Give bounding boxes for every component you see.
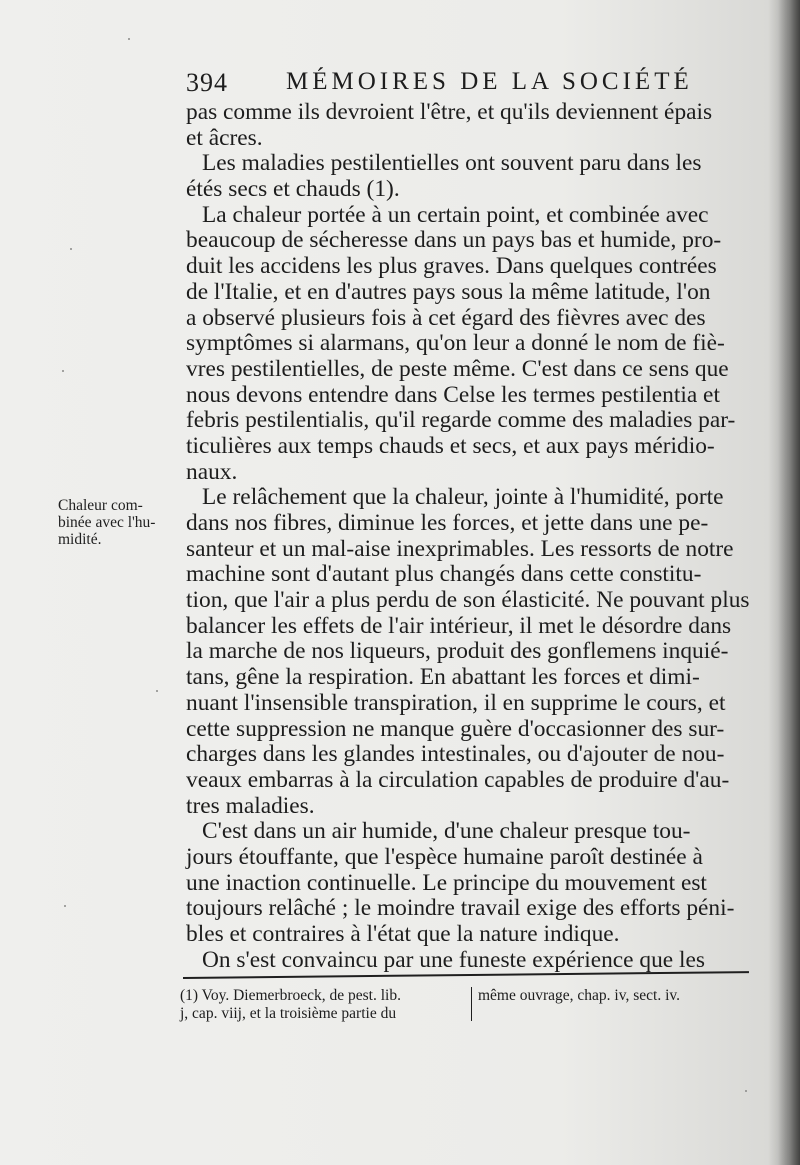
text-line: C'est dans un air humide, d'une chaleur presque tou-: [202, 818, 691, 845]
text-line: nous devons entendre dans Celse les termes pestilentia et: [186, 381, 720, 408]
text-line: dans nos fibres, diminue les forces, et jette dans une pe-: [186, 510, 709, 536]
margin-note-line: Chaleur com-: [58, 497, 143, 514]
footnote-line: même ouvrage, chap. iv, sect. iv.: [478, 987, 680, 1004]
page-edge-shadow: [778, 0, 800, 1165]
text-line: machine sont d'autant plus changés dans cette constitu-: [186, 561, 702, 588]
text-line: tion, que l'air a plus perdu de son élasticité. Ne pouvant plus: [186, 587, 750, 614]
footnote-right-column: [471, 987, 742, 1021]
text-line: toujours relâché ; le moindre travail exige des efforts péni-: [186, 895, 735, 922]
text-line: tres maladies.: [186, 792, 315, 819]
text-line: tans, gêne la respiration. En abattant les forces et dimi-: [186, 664, 700, 691]
text-line: beaucoup de sécheresse dans un pays bas et humide, pro-: [186, 227, 722, 254]
text-line: cette suppression ne manque guère d'occasionner des sur-: [186, 715, 725, 742]
text-line: duit les accidens les plus graves. Dans quelques contrées: [186, 253, 717, 280]
text-line: pas comme ils devroient l'être, et qu'ils deviennent épais: [186, 99, 713, 125]
text-line: Le relâchement que la chaleur, jointe à l'humidité, porte: [202, 484, 724, 511]
margin-note: [58, 497, 183, 548]
text-line: veaux embarras à la circulation capables de produire d'au-: [186, 766, 730, 793]
margin-note-line: binée avec l'hu-: [58, 514, 156, 531]
paper-speck: [62, 370, 64, 372]
text-line: naux.: [186, 458, 238, 485]
footnote-left-column: [180, 987, 470, 1023]
text-line: febris pestilentialis, qu'il regarde comme des maladies par-: [186, 407, 736, 434]
text-line: balancer les effets de l'air intérieur, il met le désordre dans: [186, 612, 732, 639]
text-line: symptômes si alarmans, qu'on leur a donné le nom de fiè-: [186, 330, 725, 357]
paper-speck: [70, 248, 72, 250]
text-line: On s'est convaincu par une funeste expérience que les: [202, 946, 706, 973]
text-line: Les maladies pestilentielles ont souvent paru dans les: [202, 150, 702, 177]
page-number: 394: [186, 68, 228, 97]
main-text: [186, 100, 751, 973]
paper-speck: [128, 38, 130, 40]
text-line: étés secs et chauds (1).: [186, 176, 400, 203]
footnote-line: (1) Voy. Diemerbroeck, de pest. lib.: [180, 987, 401, 1004]
paper-speck: [156, 690, 158, 692]
text-line: La chaleur portée à un certain point, et combinée avec: [202, 201, 709, 228]
text-line: et âcres.: [186, 124, 263, 151]
text-line: a observé plusieurs fois à cet égard des fièvres avec des: [186, 304, 706, 331]
text-line: nuant l'insensible transpiration, il en supprime le cours, et: [186, 689, 726, 716]
footnote-line: j, cap. viij, et la troisième partie du: [180, 1005, 397, 1022]
text-line: de l'Italie, et en d'autres pays sous la même latitude, l'on: [186, 278, 711, 305]
text-line: ticulières aux temps chauds et secs, et aux pays méridio-: [186, 432, 715, 459]
text-line: santeur et un mal-aise inexprimables. Les ressorts de notre: [186, 535, 734, 562]
text-line: vres pestilentielles, de peste même. C'est dans ce sens que: [186, 355, 729, 382]
paper-speck: [64, 905, 66, 907]
margin-note-line: midité.: [58, 531, 102, 548]
page-header: [186, 64, 706, 104]
text-line: une inaction continuelle. Le principe du mouvement est: [186, 869, 707, 896]
text-line: la marche de nos liqueurs, produit des gonflemens inquié-: [186, 638, 729, 665]
text-line: bles et contraires à l'état que la nature indique.: [186, 921, 620, 947]
paper-speck: [745, 1090, 747, 1092]
text-line: jours étouffante, que l'espèce humaine paroît destinée à: [186, 843, 703, 870]
running-title: MÉMOIRES DE LA SOCIÉTÉ: [286, 68, 693, 95]
text-line: charges dans les glandes intestinales, ou d'ajouter de nou-: [186, 741, 725, 768]
